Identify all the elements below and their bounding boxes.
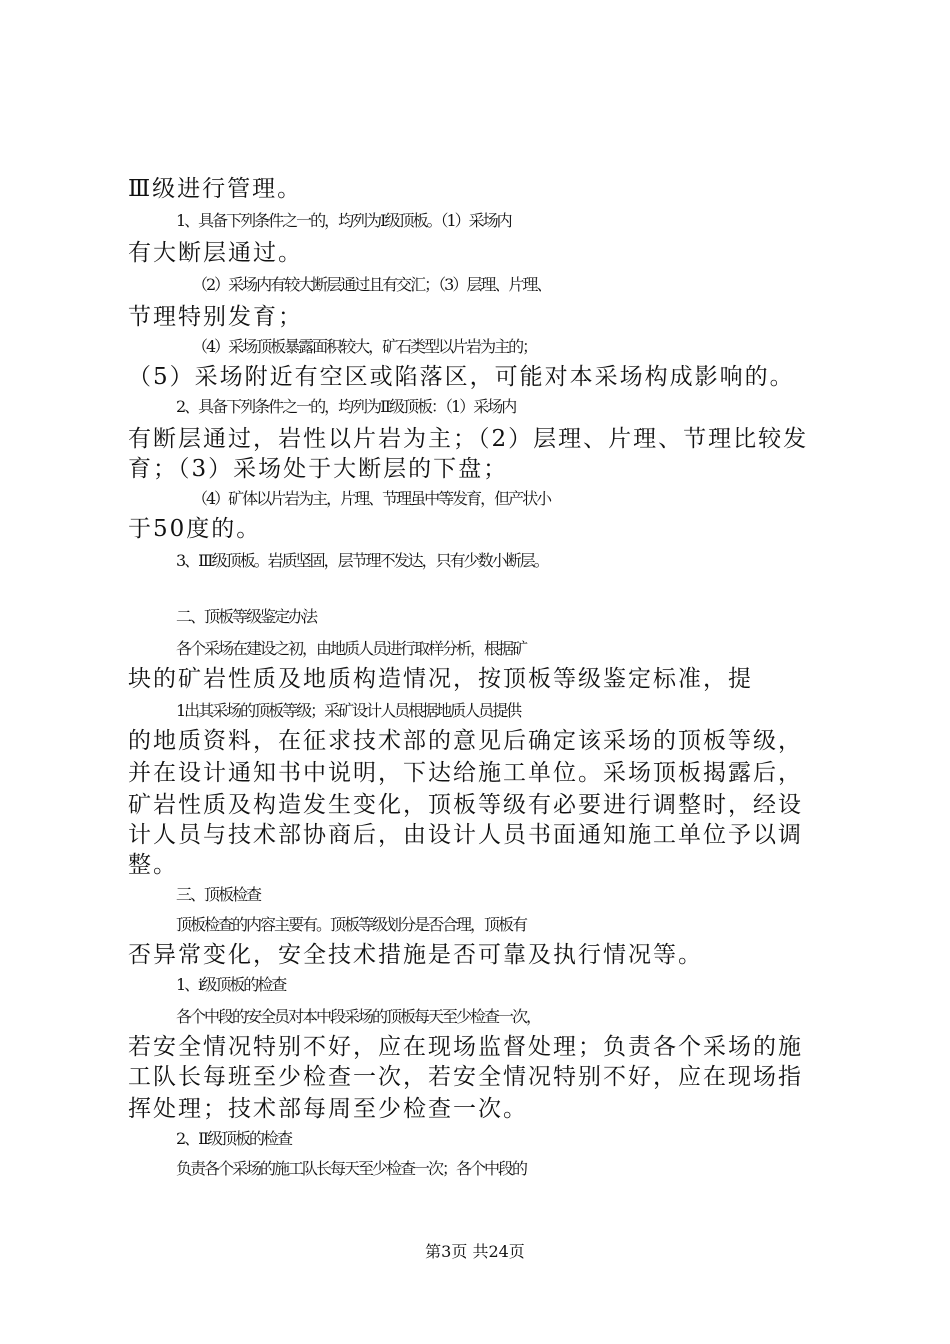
text-line: 整。 <box>128 852 178 878</box>
text-line: 节理特别发育； <box>128 304 303 330</box>
text-line: （5）采场附近有空区或陷落区，可能对本采场构成影响的。 <box>128 364 795 390</box>
text-line: 负责各个采场的施工队长每天至少检查一次；各个中段的 <box>176 1159 527 1178</box>
text-line: 2、具备下列条件之一的，均列为Ⅱ级顶板：（1）采场内 <box>176 397 516 416</box>
text-line: 并在设计通知书中说明，下达给施工单位。采场顶板揭露后， <box>128 760 803 786</box>
text-line: （4）采场顶板暴露面积较大，矿石类型以片岩为主的； <box>192 337 537 356</box>
text-line: 块的矿岩性质及地质构造情况，按顶板等级鉴定标准，提 <box>128 666 753 692</box>
text-line: 育；（3）采场处于大断层的下盘； <box>128 456 509 482</box>
section-heading: 二、顶板等级鉴定办法 <box>176 607 317 626</box>
text-line: 计人员与技术部协商后，由设计人员书面通知施工单位予以调 <box>128 822 803 848</box>
text-line: （2）采场内有较大断层通过且有交汇；（3）层理、片理、 <box>192 275 551 294</box>
text-line: 的地质资料，在征求技术部的意见后确定该采场的顶板等级， <box>128 728 803 754</box>
page-number-footer: 第3页 共24页 <box>425 1242 525 1261</box>
text-line: （4）矿体以片岩为主，片理、节理虽中等发育，但产状小 <box>192 489 551 508</box>
text-line: 1出其采场的顶板等级；采矿设计人员根据地质人员提供 <box>176 701 521 720</box>
text-line: 各个中段的安全员对本中段采场的顶板每天至少检查一次， <box>176 1007 541 1026</box>
text-line: 工队长每班至少检查一次，若安全情况特别不好，应在现场指 <box>128 1064 803 1090</box>
section-heading: 三、顶板检查 <box>176 885 261 904</box>
text-line: 1、具备下列条件之一的，均列为Ⅰ级顶板。（1）采场内 <box>176 211 511 230</box>
text-line: Ⅲ级进行管理。 <box>128 176 303 202</box>
text-line: 否异常变化，安全技术措施是否可靠及执行情况等。 <box>128 942 703 968</box>
text-line: 3、Ⅲ级顶板。岩质坚固，层节理不发达，只有少数小断层。 <box>176 551 548 570</box>
text-line: 各个采场在建设之初，由地质人员进行取样分析，根据矿 <box>176 639 527 658</box>
text-line: 若安全情况特别不好，应在现场监督处理；负责各个采场的施 <box>128 1034 803 1060</box>
subsection-heading: 2、Ⅱ级顶板的检查 <box>176 1129 292 1148</box>
text-line: 于50度的。 <box>128 516 262 542</box>
text-line: 顶板检查的内容主要有。顶板等级划分是否合理，顶板有 <box>176 915 527 934</box>
text-line: 有断层通过，岩性以片岩为主；（2）层理、片理、节理比较发 <box>128 426 809 452</box>
text-line: 挥处理；技术部每周至少检查一次。 <box>128 1096 528 1122</box>
text-line: 有大断层通过。 <box>128 240 303 266</box>
subsection-heading: 1、i级顶板的检查 <box>176 975 286 994</box>
text-line: 矿岩性质及构造发生变化，顶板等级有必要进行调整时，经设 <box>128 792 803 818</box>
